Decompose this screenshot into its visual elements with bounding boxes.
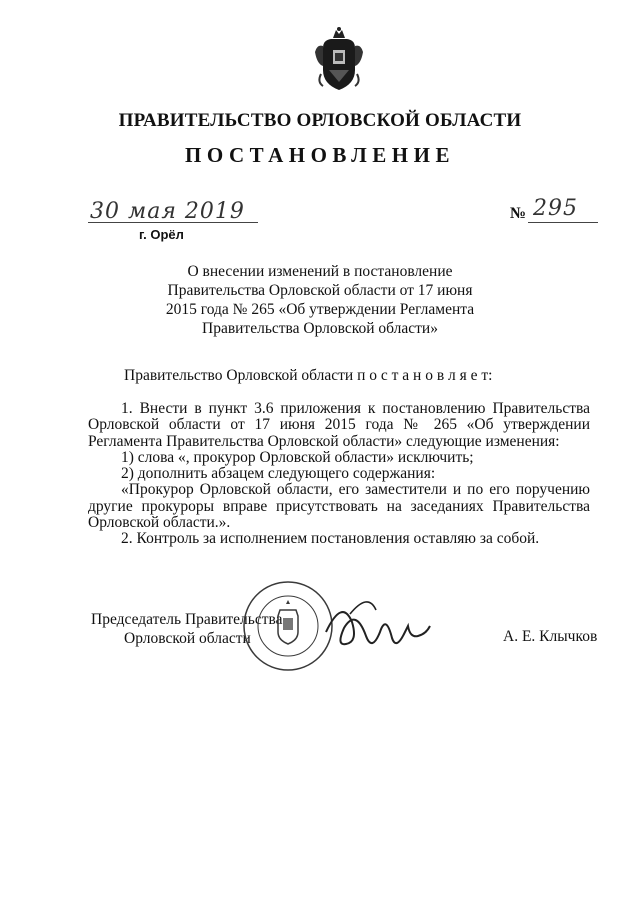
handwritten-number: 295 [533, 196, 578, 221]
paragraph-1-item-1: 1) слова «, прокурор Орловской области» исключить; [121, 448, 474, 466]
document-subject [120, 262, 520, 338]
paragraph-1: 1. Внести в пункт 3.6 приложения к постановлению Правительства Орловской области от 17 июня 2015 года № 265 «Об утверждении Регламента Правительства Орловской области» следующие изменения: [88, 400, 590, 450]
coat-of-arms-icon [313, 26, 365, 92]
decrees-line: Правительство Орловской области п о с т а н о в л я е т: [124, 367, 493, 384]
date-underline [88, 222, 258, 223]
paragraph-2: 2. Контроль за исполнением постановления оставляю за собой. [121, 530, 540, 548]
organization-title: ПРАВИТЕЛЬСТВО ОРЛОВСКОЙ ОБЛАСТИ [118, 110, 522, 131]
city-label: г. Орёл [139, 227, 184, 242]
signatory-title-line: Орловской области [124, 630, 251, 647]
subject-line: Правительства Орловской области от 17 июня [167, 282, 473, 299]
paragraph-1-item-2: 2) дополнить абзацем следующего содержания: [121, 465, 436, 483]
handwritten-date: 30 мая 2019 [90, 199, 245, 224]
document-body [88, 401, 590, 548]
subject-line: Правительства Орловской области» [202, 320, 438, 337]
number-underline [528, 222, 598, 223]
subject-line: 2015 года № 265 «Об утверждении Регламента [165, 301, 475, 318]
number-label: № [510, 205, 527, 222]
subject-line: О внесении изменений в постановление [187, 263, 453, 280]
handwritten-signature [322, 592, 432, 662]
paragraph-1-quote: «Прокурор Орловской области, его заместители и по его поручению другие прокуроры вправе присутствовать на заседаниях Правительства Орловской области.». [88, 481, 590, 532]
signatory-name: А. Е. Клычков [503, 628, 598, 645]
signatory-title-line: Председатель Правительства [91, 611, 283, 628]
document-type-title: ПОСТАНОВЛЕНИЕ [185, 143, 455, 167]
official-seal-icon [242, 580, 334, 672]
